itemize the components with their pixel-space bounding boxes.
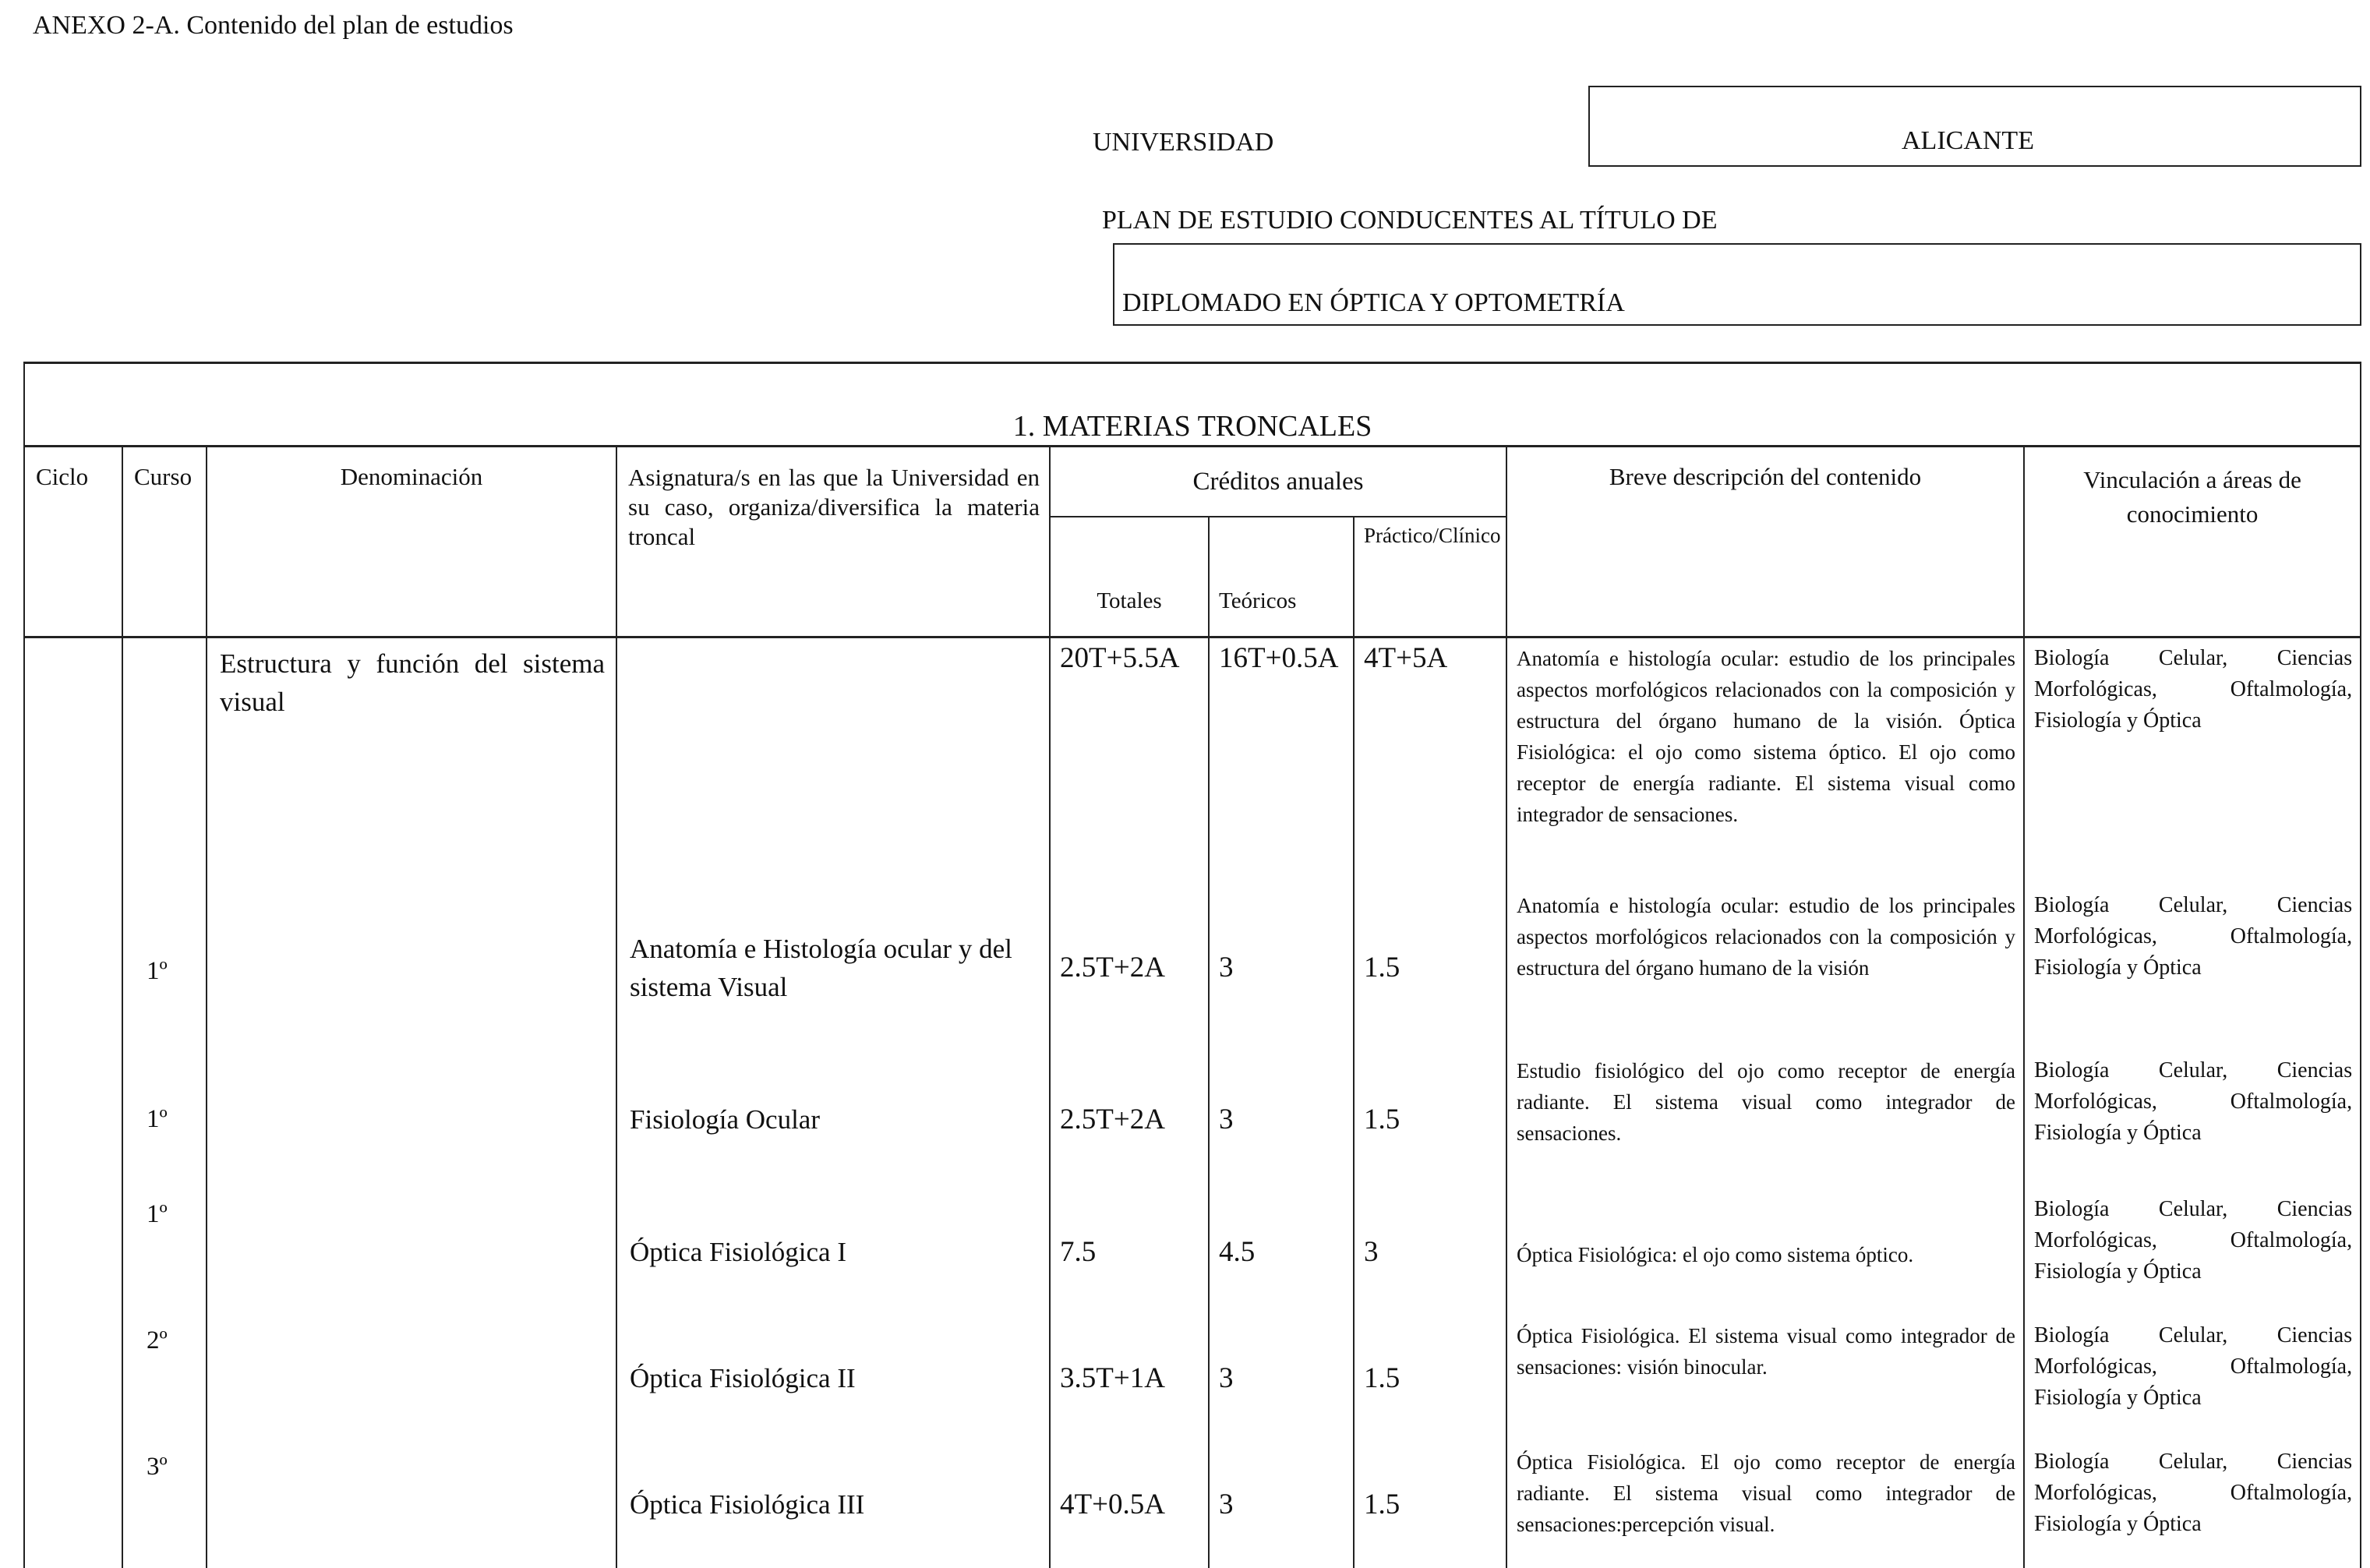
cell-practico: 1.5	[1354, 1442, 1506, 1568]
cell-vinculacion: Biología Celular, Ciencias Morfológicas, Oftalmología, Fisiología y Óptica	[2024, 1051, 2361, 1189]
cell-denominacion: Estructura y función del sistema visual	[207, 637, 616, 885]
degree-title-box	[1113, 243, 2361, 326]
cell-ciclo	[24, 885, 122, 1051]
header-denominacion: Denominación	[207, 447, 616, 637]
cell-vinculacion: Biología Celular, Ciencias Morfológicas, Oftalmología, Fisiología y Óptica	[2024, 1315, 2361, 1442]
cell-denominacion	[207, 1442, 616, 1568]
cell-practico: 3	[1354, 1189, 1506, 1315]
cell-teoricos: 3	[1209, 885, 1354, 1051]
cell-totales: 4T+0.5A	[1050, 1442, 1209, 1568]
header-teoricos: Teóricos	[1209, 517, 1354, 637]
header-ciclo: Ciclo	[24, 447, 122, 637]
annex-title: ANEXO 2-A. Contenido del plan de estudios	[33, 11, 514, 40]
cell-denominacion	[207, 1189, 616, 1315]
cell-curso: 3º	[122, 1442, 207, 1568]
table-row	[24, 637, 2361, 885]
header-creditos: Créditos anuales	[1050, 447, 1506, 517]
cell-asignatura: Anatomía e Histología ocular y del sistema Visual	[616, 885, 1050, 1051]
cell-asignatura: Óptica Fisiológica I	[616, 1189, 1050, 1315]
cell-asignatura: Óptica Fisiológica II	[616, 1315, 1050, 1442]
cell-curso: 1º	[122, 885, 207, 1051]
cell-totales: 20T+5.5A	[1050, 637, 1209, 885]
degree-title: DIPLOMADO EN ÓPTICA Y OPTOMETRÍA	[1122, 288, 1625, 317]
cell-curso: 2º	[122, 1315, 207, 1442]
cell-descripcion: Óptica Fisiológica. El sistema visual como integrador de sensaciones: visión binocular.	[1506, 1315, 2024, 1442]
cell-teoricos: 4.5	[1209, 1189, 1354, 1315]
table-row	[24, 1315, 2361, 1442]
cell-asignatura: Óptica Fisiológica III	[616, 1442, 1050, 1568]
cell-practico: 1.5	[1354, 1315, 1506, 1442]
university-label: UNIVERSIDAD	[1093, 128, 1274, 157]
header-practico: Práctico/Clínico	[1354, 517, 1506, 637]
cell-teoricos: 3	[1209, 1442, 1354, 1568]
cell-ciclo	[24, 1051, 122, 1189]
cell-totales: 7.5	[1050, 1189, 1209, 1315]
cell-asignatura: Fisiología Ocular	[616, 1051, 1050, 1189]
cell-descripcion: Anatomía e histología ocular: estudio de los principales aspectos morfológicos relacionados con la composición y estructura del órgano humano de la visión	[1506, 885, 2024, 1051]
header-vinculacion: Vinculación a áreas de conocimiento	[2024, 447, 2361, 637]
university-name-box	[1588, 86, 2361, 167]
cell-curso: 1º	[122, 1051, 207, 1189]
cell-vinculacion: Biología Celular, Ciencias Morfológicas, Oftalmología, Fisiología y Óptica	[2024, 885, 2361, 1051]
header-asignatura: Asignatura/s en las que la Universidad en su caso, organiza/diversifica la materia troncal	[616, 447, 1050, 637]
cell-ciclo	[24, 1315, 122, 1442]
cell-totales: 3.5T+1A	[1050, 1315, 1209, 1442]
cell-teoricos: 3	[1209, 1315, 1354, 1442]
cell-curso	[122, 637, 207, 885]
table-row	[24, 1189, 2361, 1315]
cell-vinculacion: Biología Celular, Ciencias Morfológicas, Oftalmología, Fisiología y Óptica	[2024, 1189, 2361, 1315]
plan-label: PLAN DE ESTUDIO CONDUCENTES AL TÍTULO DE	[1102, 206, 1718, 235]
table-row	[24, 1051, 2361, 1189]
subjects-table	[23, 362, 2361, 1568]
cell-descripcion: Estudio fisiológico del ojo como receptor de energía radiante. El sistema visual como integrador de sensaciones.	[1506, 1051, 2024, 1189]
cell-denominacion	[207, 885, 616, 1051]
cell-teoricos: 3	[1209, 1051, 1354, 1189]
cell-descripcion: Óptica Fisiológica. El ojo como receptor de energía radiante. El sistema visual como integrador de sensaciones:percepción visual.	[1506, 1442, 2024, 1568]
cell-practico: 4T+5A	[1354, 637, 1506, 885]
cell-descripcion: Anatomía e histología ocular: estudio de los principales aspectos morfológicos relacionados con la composición y estructura del órgano humano de la visión. Óptica Fisiológica: el ojo como sistema óptico. El ojo como receptor de energía radiante. El sistema visual como integrador de sensaciones.	[1506, 637, 2024, 885]
header-totales: Totales	[1050, 517, 1209, 637]
cell-teoricos: 16T+0.5A	[1209, 637, 1354, 885]
table-row	[24, 1442, 2361, 1568]
cell-denominacion	[207, 1315, 616, 1442]
cell-ciclo	[24, 1442, 122, 1568]
university-name: ALICANTE	[1902, 126, 2034, 155]
header-curso: Curso	[122, 447, 207, 637]
cell-denominacion	[207, 1051, 616, 1189]
cell-practico: 1.5	[1354, 1051, 1506, 1189]
section-title: 1. MATERIAS TRONCALES	[24, 363, 2361, 447]
cell-asignatura	[616, 637, 1050, 885]
cell-practico: 1.5	[1354, 885, 1506, 1051]
cell-vinculacion: Biología Celular, Ciencias Morfológicas, Oftalmología, Fisiología y Óptica	[2024, 1442, 2361, 1568]
cell-totales: 2.5T+2A	[1050, 1051, 1209, 1189]
cell-vinculacion: Biología Celular, Ciencias Morfológicas, Oftalmología, Fisiología y Óptica	[2024, 637, 2361, 885]
cell-totales: 2.5T+2A	[1050, 885, 1209, 1051]
cell-ciclo	[24, 637, 122, 885]
cell-descripcion: Óptica Fisiológica: el ojo como sistema óptico.	[1506, 1189, 2024, 1315]
cell-ciclo	[24, 1189, 122, 1315]
header-descripcion: Breve descripción del contenido	[1506, 447, 2024, 637]
cell-curso: 1º	[122, 1189, 207, 1315]
table-row	[24, 885, 2361, 1051]
